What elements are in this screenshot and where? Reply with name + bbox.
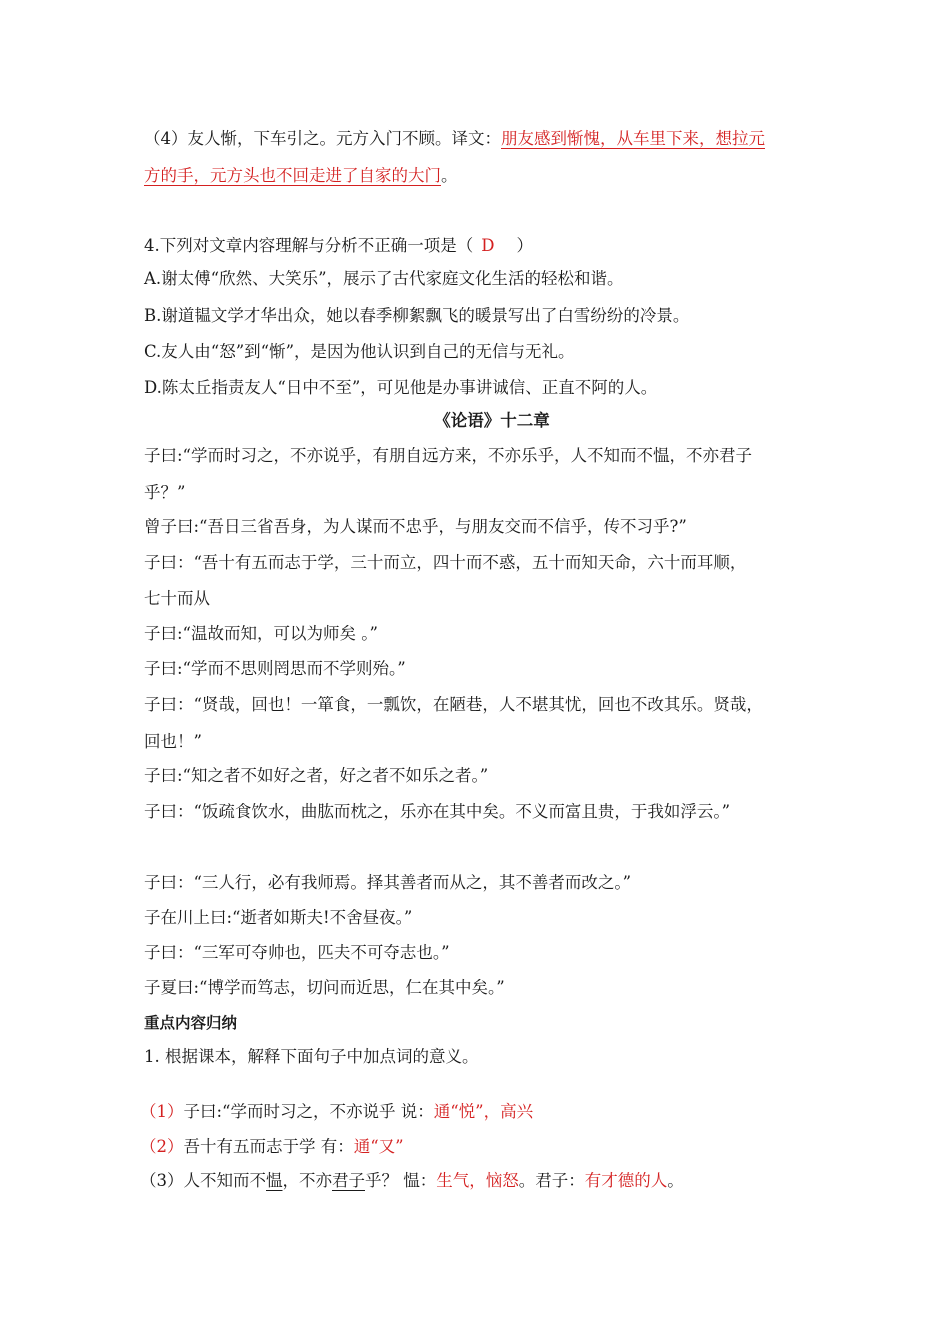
q4-stem-suffix: ） bbox=[516, 236, 533, 255]
lunyu-line: 子曰：“吾十有五而志于学，三十而立，四十而不惑，五十而知天命，六十而耳顺， bbox=[144, 553, 747, 572]
item-3 bbox=[140, 1170, 810, 1192]
q3-item4-answer-1: 朋友感到惭愧，从车里下来，想拉元 bbox=[501, 129, 765, 148]
lunyu-line: 七十而从 bbox=[144, 589, 210, 608]
lunyu-line: 子曰：“贤哉，回也！一箪食，一瓢饮，在陋巷，人不堪其忧，回也不改其乐。贤哉， bbox=[144, 695, 763, 714]
lunyu-line: 子曰：“三军可夺帅也，匹夫不可夺志也。” bbox=[144, 943, 450, 962]
q3-item4-line2 bbox=[144, 165, 810, 187]
item-3-text-f: 。君子： bbox=[518, 1171, 585, 1190]
item-2-number: （2） bbox=[140, 1137, 184, 1156]
item-3-keyword-junzi: 君子 bbox=[332, 1171, 365, 1190]
item-2 bbox=[140, 1136, 810, 1158]
q4-option-d: D.陈太丘指责友人“日中不至”，可见他是办事讲诚信、正直不阿的人。 bbox=[144, 378, 658, 397]
q3-item4-answer-2: 方的手，元方头也不回走进了自家的大门 bbox=[144, 166, 441, 185]
lunyu-line: 子曰:“学而不思则罔思而不学则殆。” bbox=[144, 659, 406, 678]
lunyu-line: 曾子曰:“吾日三省吾身，为人谋而不忠乎，与朋友交而不信乎，传不习乎?” bbox=[144, 517, 687, 536]
item-3-text-e: 乎？ 愠： bbox=[365, 1171, 437, 1190]
item-3-text-g: 。 bbox=[667, 1171, 684, 1190]
lunyu-line: 子曰：“饭疏食饮水，曲肱而枕之，乐亦在其中矣。不义而富且贵，于我如浮云。” bbox=[144, 802, 731, 821]
lunyu-line: 子夏曰:“博学而笃志，切问而近思，仁在其中矣。” bbox=[144, 978, 505, 997]
q3-item4-line1 bbox=[144, 128, 810, 150]
task-1: 1. 根据课本，解释下面句子中加点词的意义。 bbox=[144, 1047, 479, 1066]
q4-option-b: B.谢道韫文学才华出众，她以春季柳絮飘飞的暖景写出了白雪纷纷的冷景。 bbox=[144, 306, 690, 325]
item-3-answer-2: 有才德的人 bbox=[584, 1171, 668, 1190]
summary-title: 重点内容归纳 bbox=[144, 1014, 238, 1032]
lunyu-line: 回也！” bbox=[144, 732, 202, 751]
item-3-text-a: （3）人不知而不 bbox=[140, 1171, 266, 1190]
item-2-answer: 通“又” bbox=[353, 1137, 404, 1156]
item-2-text: 吾十有五而志于学 有： bbox=[183, 1137, 354, 1156]
section-title: 《论语》十二章 bbox=[434, 411, 550, 430]
q3-item4-prefix: （4）友人惭，下车引之。元方入门不顾。译文： bbox=[144, 129, 501, 148]
q4-stem-prefix: 4.下列对文章内容理解与分析不正确一项是（ bbox=[144, 236, 474, 255]
q4-option-a: A.谢太傅“欣然、大笑乐”，展示了古代家庭文化生活的轻松和谐。 bbox=[144, 269, 624, 288]
q4-stem bbox=[144, 235, 810, 257]
item-1-number: （1） bbox=[140, 1102, 184, 1121]
item-1-answer: 通“悦”，高兴 bbox=[433, 1102, 534, 1121]
lunyu-line: 乎？” bbox=[144, 483, 186, 502]
q3-item4-end: 。 bbox=[441, 166, 458, 185]
lunyu-line: 子曰:“学而时习之，不亦说乎，有朋自远方来，不亦乐乎，人不知而不愠，不亦君子 bbox=[144, 446, 752, 465]
item-1 bbox=[140, 1101, 810, 1123]
lunyu-line: 子曰:“知之者不如好之者，好之者不如乐之者。” bbox=[144, 766, 489, 785]
q4-option-c: C.友人由“怒”到“惭”，是因为他认识到自己的无信与无礼。 bbox=[144, 342, 575, 361]
q4-answer: D bbox=[481, 236, 495, 255]
lunyu-line: 子曰：“三人行，必有我师焉。择其善者而从之，其不善者而改之。” bbox=[144, 873, 632, 892]
lunyu-line: 子在川上曰:“逝者如斯夫!不舍昼夜。” bbox=[144, 908, 413, 927]
item-3-keyword-yun: 愠 bbox=[266, 1171, 283, 1190]
item-3-answer-1: 生气，恼怒 bbox=[436, 1171, 519, 1190]
lunyu-line: 子曰:“温故而知，可以为师矣 。” bbox=[144, 624, 378, 643]
item-3-text-c: ，不亦 bbox=[282, 1171, 332, 1190]
item-1-text: 子曰:“学而时习之，不亦说乎 说： bbox=[183, 1102, 434, 1121]
